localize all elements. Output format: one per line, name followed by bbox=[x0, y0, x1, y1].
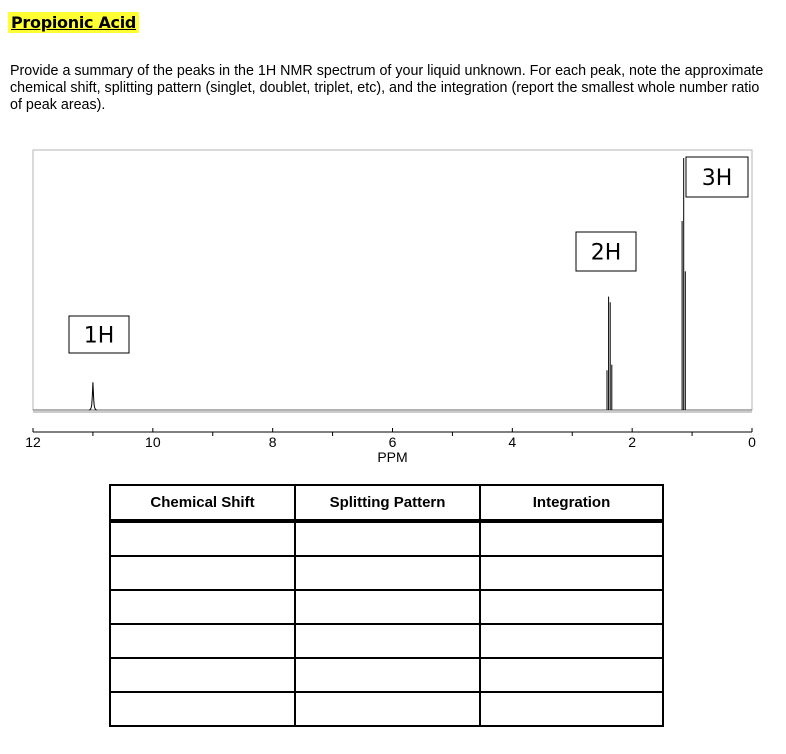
splitting-pattern-cell[interactable] bbox=[295, 692, 480, 726]
x-axis-label: PPM bbox=[377, 449, 408, 465]
x-tick-label: 8 bbox=[268, 434, 277, 450]
integration-cell[interactable] bbox=[480, 556, 663, 590]
table-row bbox=[110, 590, 663, 624]
splitting-pattern-cell[interactable] bbox=[295, 624, 480, 658]
integration-label: 2H bbox=[590, 240, 622, 266]
table-row bbox=[110, 521, 663, 556]
splitting-pattern-cell[interactable] bbox=[295, 556, 480, 590]
chemical-shift-cell[interactable] bbox=[110, 521, 295, 556]
integration-cell[interactable] bbox=[480, 658, 663, 692]
integration-cell[interactable] bbox=[480, 624, 663, 658]
peak-summary-table bbox=[109, 484, 664, 727]
splitting-pattern-cell[interactable] bbox=[295, 590, 480, 624]
instructions-text: Provide a summary of the peaks in the 1H NMR spectrum of your liquid unknown. For each peak, note the approximate chemical shift, splitting pattern (singlet, doublet, triplet, etc), and the integration (report the smallest whole number ratio of peak areas). bbox=[10, 63, 764, 113]
splitting-pattern-cell[interactable] bbox=[295, 658, 480, 692]
chemical-shift-cell[interactable] bbox=[110, 624, 295, 658]
chemical-shift-cell[interactable] bbox=[110, 658, 295, 692]
x-tick-label: 12 bbox=[25, 434, 41, 450]
chemical-shift-cell[interactable] bbox=[110, 692, 295, 726]
x-tick-label: 10 bbox=[145, 434, 161, 450]
x-tick-label: 4 bbox=[508, 434, 517, 450]
integration-cell[interactable] bbox=[480, 590, 663, 624]
header-integration: Integration bbox=[480, 485, 663, 521]
header-splitting-pattern: Splitting Pattern bbox=[295, 485, 480, 521]
chemical-shift-cell[interactable] bbox=[110, 556, 295, 590]
chemical-shift-cell[interactable] bbox=[110, 590, 295, 624]
integration-label: 3H bbox=[701, 166, 733, 191]
nmr-spectrum-chart bbox=[0, 140, 786, 480]
table-row bbox=[110, 658, 663, 692]
x-tick-label: 2 bbox=[628, 434, 637, 450]
integration-label: 1H bbox=[83, 323, 115, 349]
splitting-pattern-cell[interactable] bbox=[295, 521, 480, 556]
table-header-row bbox=[110, 485, 663, 521]
page-title: Propionic Acid bbox=[8, 12, 139, 33]
plot-frame bbox=[33, 150, 752, 410]
peak-1h bbox=[89, 382, 97, 410]
table-row bbox=[110, 556, 663, 590]
table-row bbox=[110, 692, 663, 726]
header-chemical-shift: Chemical Shift bbox=[110, 485, 295, 521]
integration-cell[interactable] bbox=[480, 692, 663, 726]
x-tick-label: 0 bbox=[748, 434, 756, 450]
table-row bbox=[110, 624, 663, 658]
x-tick-label: 6 bbox=[388, 434, 397, 450]
integration-cell[interactable] bbox=[480, 521, 663, 556]
